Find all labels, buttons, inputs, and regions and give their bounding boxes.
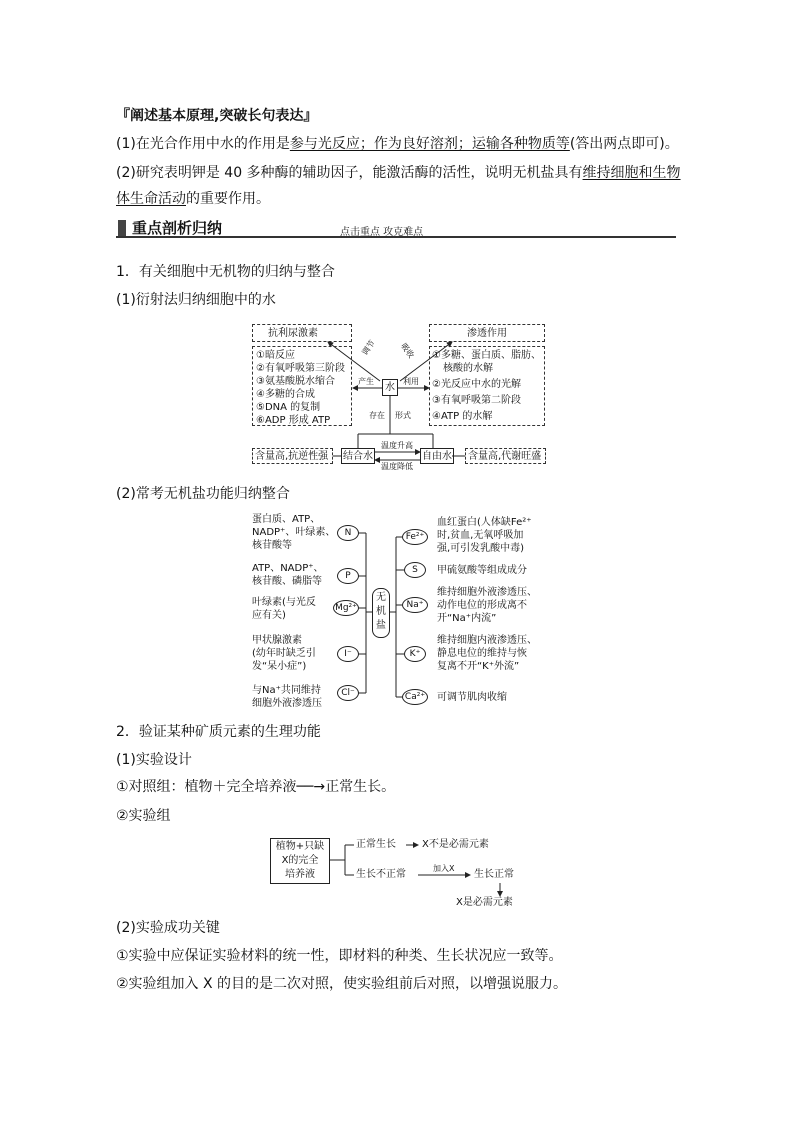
salt-left-symbol-2: Mg²⁺ (333, 600, 359, 616)
label-xishou: 吸收 (399, 341, 416, 360)
exp-back-normal: 生长正常 (474, 869, 514, 880)
salt-right-symbol-1: S (404, 562, 426, 578)
item2-design: (1)实验设计 (116, 752, 192, 768)
temp-down-label: 温度降低 (381, 462, 413, 471)
salt-left-text-4: 与Na⁺共同维持 细胞外液渗透压 (252, 685, 322, 709)
salt-left-text-2: 叶绿素(与光反 应有关) (252, 597, 316, 621)
label-liyong: 利用 (403, 377, 419, 386)
item2-key1: ①实验中应保证实验材料的统一性，即材料的种类、生长状况应一致等。 (116, 948, 563, 964)
item1-sub1: (1)衍射法归纳细胞中的水 (116, 292, 276, 308)
paragraph-2: (2)研究表明钾是 40 多种酶的辅助因子，能激活酶的活性，说明无机盐具有维持细胞和生物 (116, 165, 681, 181)
water-left-list: ①暗反应 ②有氧呼吸第三阶段 ③氨基酸脱水缩合 ④多糖的合成 ⑤DNA 的复制 ⑥ADP 形成 ATP (256, 350, 345, 426)
salt-left-text-1: ATP、NADP⁺、 核苷酸、磷脂等 (252, 563, 324, 587)
salt-right-text-1: 甲硫氨酸等组成成分 (437, 565, 527, 576)
water-right-list: ①多糖、蛋白质、脂肪、 核酸的水解 ②光反应中水的光解 ③有氧呼吸第二阶段 ④ATP 的水解 (432, 350, 541, 422)
free-water-text: 自由水 (422, 451, 452, 462)
label-chansheng: 产生 (358, 377, 374, 386)
salt-left-text-0: 蛋白质、ATP、 NADP⁺、叶绿素、 核苷酸等 (252, 514, 336, 551)
banner-subtitle: 点击重点 攻克难点 (340, 227, 424, 238)
exp-add-x: 加入X (433, 864, 455, 873)
water-top-left-text: 抗利尿激素 (268, 328, 318, 339)
salt-left-symbol-1: P (337, 568, 359, 584)
label-cunzai: 存在 (369, 411, 385, 420)
water-center-text: 水 (385, 382, 395, 393)
salt-left-symbol-0: N (337, 525, 359, 541)
salt-left-symbol-4: Cl⁻ (337, 685, 359, 701)
temp-up-label: 温度升高 (381, 441, 413, 450)
exp-essential: X是必需元素 (456, 897, 513, 908)
exp-box-text: 植物+只缺 X的完全 培养液 (275, 841, 325, 880)
salt-right-symbol-2: Na⁺ (402, 597, 428, 613)
salt-left-text-3: 甲状腺激素 (幼年时缺乏引 发“呆小症”) (252, 635, 316, 672)
item2-key: (2)实验成功关键 (116, 920, 220, 936)
item2-exp: ②实验组 (116, 808, 171, 824)
item2-heading: 2．验证某种矿质元素的生理功能 (116, 724, 321, 740)
exp-abnormal: 生长不正常 (356, 869, 406, 880)
salt-right-symbol-4: Ca²⁺ (402, 689, 428, 705)
exp-normal: 正常生长 (356, 839, 396, 850)
section-header-text: 阐述基本原理,突破长句表达 (130, 108, 304, 124)
label-xingshi: 形式 (395, 411, 411, 420)
bracket-right: 』 (303, 108, 318, 124)
exp-not-essential: X不是必需元素 (422, 839, 489, 850)
item2-key2: ②实验组加入 X 的目的是二次对照，使实验组前后对照，以增强说服力。 (116, 976, 568, 992)
bottom-right-text: 含量高,代谢旺盛 (468, 451, 542, 462)
salt-right-text-0: 血红蛋白(人体缺Fe²⁺ 时,贫血,无氧呼吸加 强,可引发乳酸中毒) (437, 517, 532, 554)
bound-water-text: 结合水 (343, 451, 373, 462)
item1-sub2: (2)常考无机盐功能归纳整合 (116, 486, 290, 502)
salt-left-symbol-3: I⁻ (337, 646, 359, 662)
salt-right-text-4: 可调节肌肉收缩 (437, 692, 507, 703)
paragraph-1: (1)在光合作用中水的作用是参与光反应；作为良好溶剂；运输各种物质等(答出两点即可)。 (116, 136, 679, 152)
salt-right-text-2: 维持细胞外液渗透压、 动作电位的形成离不 开“Na⁺内流” (437, 587, 537, 624)
salt-right-symbol-3: K⁺ (404, 646, 426, 662)
water-top-right-text: 渗透作用 (467, 328, 507, 339)
bottom-left-text: 含量高,抗逆性强 (255, 451, 329, 462)
salt-right-text-3: 维持细胞内液渗透压、 静息电位的维持与恢 复离不开“K⁺外流” (437, 635, 537, 672)
salt-center-text: 无 机 盐 (376, 592, 386, 631)
item2-control: ①对照组：植物＋完全培养液──→正常生长。 (116, 779, 396, 795)
item1-heading: 1．有关细胞中无机物的归纳与整合 (116, 264, 335, 280)
salt-right-symbol-0: Fe²⁺ (402, 529, 428, 545)
paragraph-2-cont: 体生命活动的重要作用。 (116, 191, 270, 207)
label-tiaojie: 调节 (360, 338, 377, 357)
banner-title: 重点剖析归纳 (132, 219, 223, 237)
bracket-left: 『 (116, 108, 130, 124)
